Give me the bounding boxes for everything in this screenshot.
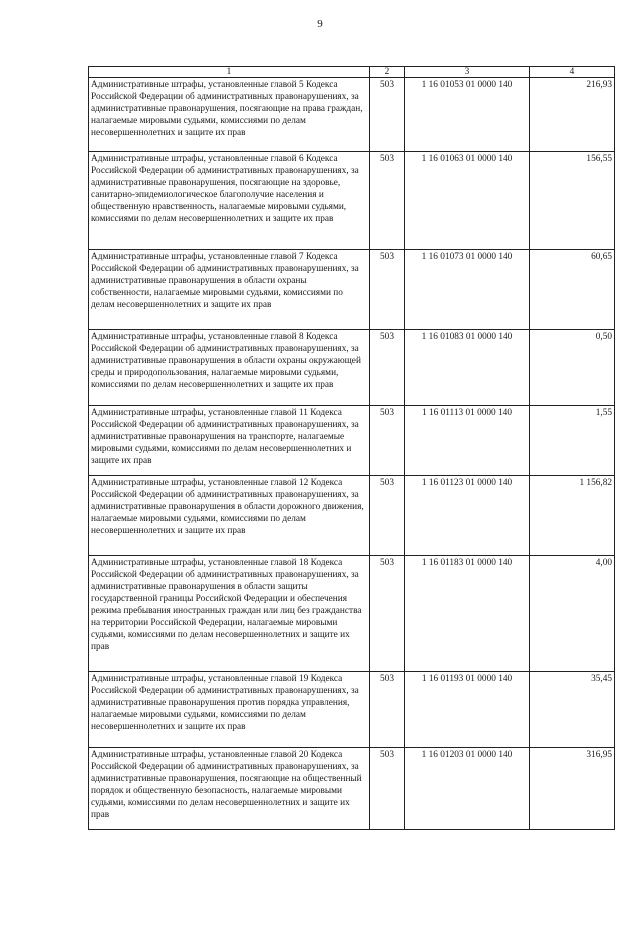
row-budget-code: 1 16 01083 01 0000 140	[405, 330, 530, 406]
row-name: Административные штрафы, установленные главой 7 Кодекса Российской Федерации об административных правонарушениях, за административные правонарушения в области охраны собственности, налагаемые мировыми судьями, комиссиями по делам несовершеннолетних и защите их прав	[89, 250, 370, 330]
row-admin-code: 503	[370, 406, 405, 476]
header-col-4: 4	[530, 67, 615, 78]
row-amount: 35,45	[530, 672, 615, 748]
header-col-2: 2	[370, 67, 405, 78]
row-admin-code: 503	[370, 672, 405, 748]
table-row	[89, 406, 615, 476]
row-budget-code: 1 16 01203 01 0000 140	[405, 748, 530, 830]
page-number: 9	[317, 18, 323, 30]
row-budget-code: 1 16 01073 01 0000 140	[405, 250, 530, 330]
row-budget-code: 1 16 01053 01 0000 140	[405, 78, 530, 152]
row-admin-code: 503	[370, 152, 405, 250]
row-amount: 216,93	[530, 78, 615, 152]
row-admin-code: 503	[370, 556, 405, 672]
row-name: Административные штрафы, установленные главой 18 Кодекса Российской Федерации об административных правонарушениях, за административные правонарушения в области защиты государственной границы Российской Федерации и обеспечения режима пребывания иностранных граждан или лиц без гражданства на территории Российской Федерации, налагаемые мировыми судьями, комиссиями по делам несовершеннолетних и защите их прав	[89, 556, 370, 672]
table-row	[89, 556, 615, 672]
header-col-1: 1	[89, 67, 370, 78]
row-budget-code: 1 16 01113 01 0000 140	[405, 406, 530, 476]
row-budget-code: 1 16 01183 01 0000 140	[405, 556, 530, 672]
row-name: Административные штрафы, установленные главой 20 Кодекса Российской Федерации об административных правонарушениях, за административные правонарушения, посягающие на общественный порядок и общественную безопасность, налагаемые мировыми судьями, комиссиями по делам несовершеннолетних и защите их прав	[89, 748, 370, 830]
row-admin-code: 503	[370, 250, 405, 330]
revenue-table	[88, 66, 615, 830]
row-amount: 4,00	[530, 556, 615, 672]
table-row	[89, 476, 615, 556]
row-budget-code: 1 16 01063 01 0000 140	[405, 152, 530, 250]
row-admin-code: 503	[370, 330, 405, 406]
table-header-row	[89, 67, 615, 78]
table-row	[89, 748, 615, 830]
row-name: Административные штрафы, установленные главой 6 Кодекса Российской Федерации об административных правонарушениях, за административные правонарушения, посягающие на здоровье, санитарно-эпидемиологическое благополучие населения и общественную нравственность, налагаемые мировыми судьями, комиссиями по делам несовершеннолетних и защите их прав	[89, 152, 370, 250]
row-admin-code: 503	[370, 78, 405, 152]
row-amount: 316,95	[530, 748, 615, 830]
row-name: Административные штрафы, установленные главой 11 Кодекса Российской Федерации об административных правонарушениях, за административные правонарушения на транспорте, налагаемые мировыми судьями, комиссиями по делам несовершеннолетних и защите их прав	[89, 406, 370, 476]
row-admin-code: 503	[370, 748, 405, 830]
row-amount: 1 156,82	[530, 476, 615, 556]
row-name: Административные штрафы, установленные главой 19 Кодекса Российской Федерации об административных правонарушениях, за административные правонарушения против порядка управления, налагаемые мировыми судьями, комиссиями по делам несовершеннолетних и защите их прав	[89, 672, 370, 748]
row-budget-code: 1 16 01123 01 0000 140	[405, 476, 530, 556]
table-row	[89, 330, 615, 406]
header-col-3: 3	[405, 67, 530, 78]
row-admin-code: 503	[370, 476, 405, 556]
table-row	[89, 672, 615, 748]
row-name: Административные штрафы, установленные главой 5 Кодекса Российской Федерации об административных правонарушениях, за административные правонарушения, посягающие на права граждан, налагаемые мировыми судьями, комиссиями по делам несовершеннолетних и защите их прав	[89, 78, 370, 152]
row-amount: 0,50	[530, 330, 615, 406]
row-amount: 156,55	[530, 152, 615, 250]
row-amount: 1,55	[530, 406, 615, 476]
table-row	[89, 152, 615, 250]
table-row	[89, 250, 615, 330]
row-name: Административные штрафы, установленные главой 12 Кодекса Российской Федерации об административных правонарушениях, за административные правонарушения в области дорожного движения, налагаемые мировыми судьями, комиссиями по делам несовершеннолетних и защите их прав	[89, 476, 370, 556]
row-name: Административные штрафы, установленные главой 8 Кодекса Российской Федерации об административных правонарушениях, за административные правонарушения в области охраны окружающей среды и природопользования, налагаемые мировыми судьями, комиссиями по делам несовершеннолетних и защите их прав	[89, 330, 370, 406]
table-row	[89, 78, 615, 152]
row-budget-code: 1 16 01193 01 0000 140	[405, 672, 530, 748]
row-amount: 60,65	[530, 250, 615, 330]
